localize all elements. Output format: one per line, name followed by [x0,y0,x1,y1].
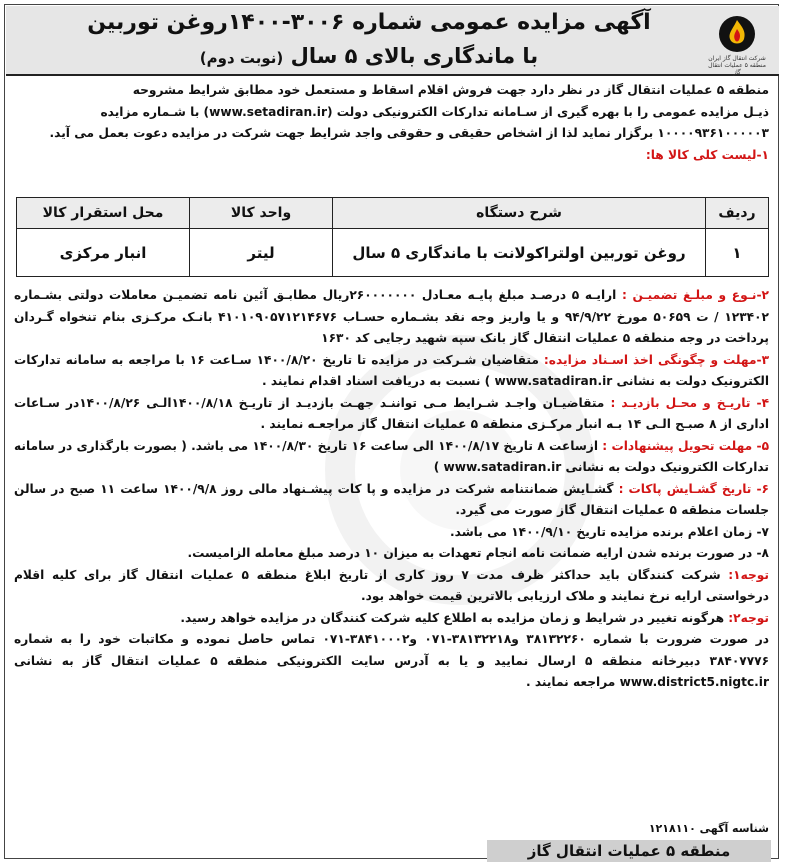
footer-organization: منطقه ۵ عملیات انتقال گاز [487,840,771,862]
flame-logo-icon [717,14,757,54]
term-text: ۷- زمان اعلام برنده مزایده تاریخ ۱۴۰۰/۹/۱۰ می باشد. [450,524,769,539]
list-heading: ۱-لیست کلی کالا ها: [645,147,769,162]
header [6,6,779,76]
term-text: در صورت ضرورت با شماره ۳۸۱۳۲۲۶۰ و۳۸۱۳۲۲۱۸-۰۷۱ و۳۸۴۱۰۰۰۲-۰۷۱ تماس حاصل نموده و مکاتبات خود را به شماره ۳۸۴۰۷۷۷۶ دبیرخانه منطقه ۵ ارسال نمایید و یا به آدرس سایت الکترونیکی منطقه ۵ عملیات انتقال گاز به نشانی www.district5.nigtc.ir مراجعه نمایند . [14,632,770,689]
term-text: ۸- در صورت برنده شدن ارایه ضمانت نامه انجام تعهدات به میزان ۱۰ درصد مبلغ معامله الزامیست. [187,546,769,560]
term-label: ۶- تاریخ گشـایش پاکات : [618,481,769,496]
company-logo [705,14,769,76]
intro-line: ذیـل مزایده عمومی را با بهره گیری از سـامانه تدارکات الکترونیکی دولت (www.setadiran.ir) با شـماره مزایده [100,104,769,119]
term-text: گشـایش ضمانتنامه شرکت در مزایده و پا کات پیشـنهاد مالی روز ۱۴۰۰/۹/۸ ساعت ۱۱ صبح در سالن جلسات منطقه ۵ عملیات انتقال گاز صورت می گیرد. [14,481,769,517]
term-label: ۳-مهلت و چگونگی اخذ اسـناد مزایده: [543,352,770,367]
table-cell: روغن توربین اولتراکولانت با ماندگاری ۵ سال [333,229,706,277]
goods-table [16,197,769,277]
page-subtitle [49,44,689,68]
term-text: ارایـه ۵ درصـد مبلغ پایـه معـادل ۲۶۰۰۰۰۰۰۰ریال مطابـق آئین نامه تضمیـن معاملات دولتی بشـماره ۱۲۳۴۰۲ / ت ۵۰۶۵۹ مورخ ۹۴/۹/۲۲ و یا واریز وجه نقد بشـماره حسـاب ۴۱۰۱۰۹۰۵۷۱۲۱۴۶۷۶ بانـک مرکـزی بنام تنخواه گـردان پرداخت در وجه منطقه ۵ عملیات انتقال گاز بانک سپه شهید رجایی کد ۱۶۳۰ [14,288,769,345]
table-row [17,229,769,277]
term-text: هرگونه تغییر در شرایط و زمان مزایده به اطلاع کلیه شرکت کنندگان در مزایده خواهد رسید. [180,610,729,625]
term-item [14,629,769,694]
table-header-row [17,198,769,229]
table-cell: لیتر [190,229,333,277]
term-text: متقاضیـان واجـد شـرایط مـی تواننـد جهـت بازدیـد از تاریـخ ۱۴۰۰/۸/۱۸الـی ۱۴۰۰/۸/۲۶در سـاعات اداری از ۸ صبـح الـی ۱۴ بـه انبار مرکـزی منطقه ۵ عملیات انتقال گاز مراجعـه نمایند . [14,395,769,431]
term-label: ۴- تاریـخ و محـل بازدیـد : [610,395,770,410]
term-label: توجه۱: [728,567,769,582]
page-title: آگهی مزایده عمومی شماره ۳۰۰۶-۱۴۰۰روغن توربین [87,10,651,35]
term-text: شرکت کنندگان باید حداکثر ظرف مدت ۷ روز کاری از تاریخ ابلاغ منطقه ۵ عملیات انتقال گاز برای کلیه اقلام درخواستی ارایه نرخ نمایند و ملاک ارزیابی بالاترین قیمت خواهد بود. [14,567,769,603]
term-label: ۵- مهلت تحویل پیشنهادات : [602,438,770,453]
intro-line: منطقه ۵ عملیات انتقال گاز در نظر دارد جهت فروش اقلام اسقاط و مستعمل خود مطابق شرایط مشروحه [132,83,769,97]
term-text: متقاضیان شـرکت در مزایده تا تاریخ ۱۴۰۰/۸/۲۰ سـاعت ۱۶ با مراجعه به سامانه تدارکات الکترونیک دولت به نشانی www.satadiran.ir ) نسبت به دریافت اسناد اقدام نمایند . [14,352,769,388]
ad-code: شناسه آگهی ۱۲۱۸۱۱۰ [648,822,769,835]
term-label: توجه۲: [728,610,769,625]
term-label: ۲-نـوع و مبلـغ تضمیـن : [621,288,769,302]
term-text: ازساعت ۸ تاریخ ۱۴۰۰/۸/۱۷ الی ساعت ۱۶ تاریخ ۱۴۰۰/۸/۳۰ می باشد. ( بصورت بارگذاری در سامانه تدارکات الکترونیک دولت به نشانی www.satadiran.ir ) [14,438,769,474]
table-cell: انبار مرکزی [17,229,190,277]
subtitle-text: با ماندگاری بالای ۵ سال [290,44,539,68]
intro-line: ۱۰۰۰۰۹۳۶۱۰۰۰۰۰۳ برگزار نماید لذا از اشخاص حقیقی و حقوقی واجد شرایط جهت شرکت در مزایده دعوت بعمل می آید. [49,126,769,140]
column-header: شرح دستگاه [333,198,706,229]
intro-section [14,80,769,166]
column-header: واحد کالا [190,198,333,229]
watermark-icon [300,310,620,630]
column-header: ردیف [706,198,769,229]
edition-badge: (نوبت دوم) [199,49,284,67]
logo-caption: شرکت انتقال گاز ایران منطقه ۵ عملیات انتقال گاز [708,55,766,76]
column-header: محل استقرار کالا [17,198,190,229]
table-cell: ۱ [706,229,769,277]
